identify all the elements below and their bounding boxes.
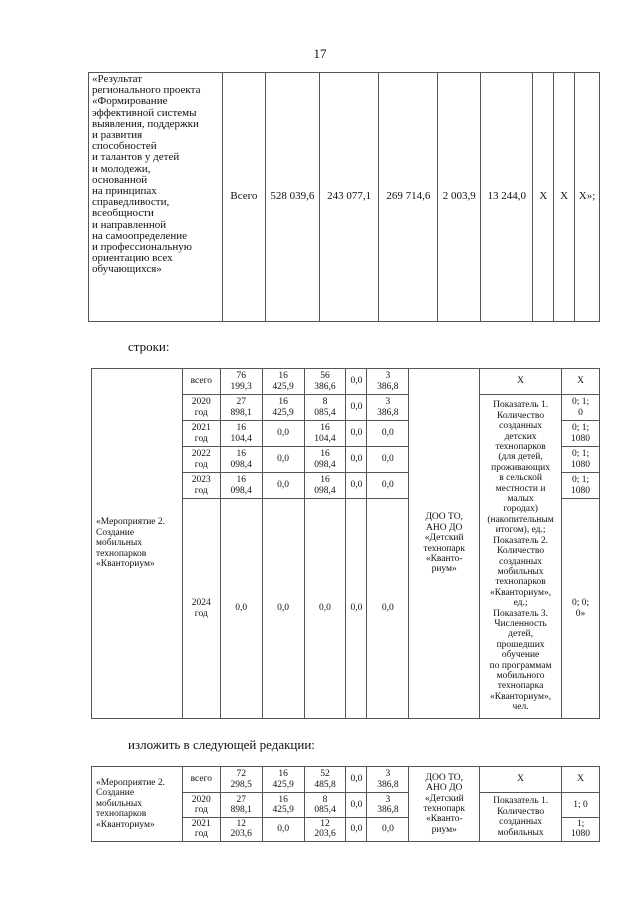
indicator-cell-line: созданных: [499, 556, 543, 567]
value-cell-line: 16: [320, 423, 330, 434]
indicator-cell-line: (накопительным: [487, 514, 554, 525]
result-name-line: «Формирование: [92, 95, 168, 108]
value-cell: [220, 369, 262, 395]
indicator-value-cell-line: 0; 1;: [571, 397, 590, 408]
activity-name-cell-line: технопарков: [96, 809, 147, 820]
executor-cell-line: ДОО ТО,: [425, 512, 463, 523]
indicator-value-cell-line: 0»: [575, 608, 586, 619]
value-cell-line: 0,0: [350, 824, 363, 835]
value-cell-line: 16: [278, 397, 288, 408]
result-name-line: и профессиональную: [92, 241, 192, 254]
value-cell-line: 425,9: [272, 779, 294, 790]
value-cell-line: 898,1: [230, 407, 252, 418]
result-name-line: регионального проекта: [92, 84, 201, 97]
year-cell-line: 2024: [191, 598, 211, 609]
value-cell-line: 098,4: [230, 459, 252, 470]
value-cell: [304, 395, 346, 421]
value-cell: [220, 767, 262, 793]
year-cell-line: год: [194, 433, 208, 444]
value-cell: [304, 473, 346, 499]
indicator-value-cell: [562, 817, 600, 841]
value-cell-line: 0,0: [350, 454, 363, 465]
result-name-line: и молодежи,: [92, 162, 151, 175]
value-cell-line: 0,0: [277, 454, 290, 465]
activity-name-cell-line: мобильных: [96, 538, 142, 549]
result-name-line: и направленной: [92, 218, 167, 231]
year-cell: [182, 421, 220, 447]
indicator-cell-line: Количество: [497, 546, 545, 557]
value-cell-line: 098,4: [314, 459, 336, 470]
x-header-cell: [562, 767, 600, 793]
executor-cell-line: «Детский: [424, 793, 464, 804]
value-cell-line: 0,0: [277, 824, 290, 835]
paragraph-new-edition: изложить в следующей редакции:: [128, 737, 315, 752]
result-table: [88, 72, 600, 322]
indicator-cell-line: Показатель 1.: [493, 400, 549, 411]
value-cell: [367, 447, 409, 473]
value-cell-line: 8: [322, 794, 328, 805]
x-header-cell: [480, 767, 562, 793]
activity-name-cell-line: «Кванториум»: [96, 819, 155, 830]
activity-table-old: [91, 368, 600, 719]
value-cell: [367, 369, 409, 395]
value-cell: [367, 421, 409, 447]
value-cell-line: 425,9: [272, 381, 294, 392]
value-cell: [220, 395, 262, 421]
value-cell: [304, 817, 346, 841]
activity-name-cell-line: «Мероприятие 2.: [96, 517, 166, 528]
result-name-line: ориентацию всех: [92, 252, 173, 265]
value-cell: [367, 767, 409, 793]
value-cell-line: 16: [278, 371, 288, 382]
value-cell: [262, 369, 304, 395]
value-cell-line: 12: [320, 818, 330, 829]
activity-name-cell-line: «Кванториум»: [96, 559, 155, 570]
year-cell-line: год: [194, 485, 208, 496]
value-cell-line: 0,0: [235, 603, 248, 614]
year-cell-line: всего: [190, 376, 212, 387]
value-cell: [262, 473, 304, 499]
cell-total: 528 039,6: [265, 73, 319, 322]
indicator-value-cell-line: 0: [578, 407, 583, 418]
activity-name-cell: [92, 767, 183, 842]
value-cell: [220, 421, 262, 447]
value-cell: [346, 473, 367, 499]
indicator-value-cell: [562, 421, 600, 447]
indicator-cell-line: в сельской: [499, 473, 542, 484]
executor-cell-line: риум»: [431, 824, 457, 835]
value-cell-line: 56: [320, 371, 330, 382]
value-cell-line: 0,0: [381, 603, 394, 614]
value-cell: [220, 817, 262, 841]
value-cell: [346, 421, 367, 447]
value-cell: [367, 817, 409, 841]
value-cell-line: 0,0: [350, 799, 363, 810]
value-cell-line: 0,0: [350, 376, 363, 387]
indicator-cell-line: мобильного: [496, 670, 545, 681]
year-cell-line: год: [194, 407, 208, 418]
table-row: [92, 767, 600, 793]
cell-federal: 243 077,1: [320, 73, 379, 322]
value-cell: [304, 369, 346, 395]
executor-cell-line: технопарк: [423, 804, 466, 814]
activity-name-cell-line: технопарков: [96, 548, 147, 559]
value-cell: [220, 473, 262, 499]
value-cell-line: 898,1: [230, 805, 252, 815]
indicator-cell: [480, 793, 562, 842]
value-cell-line: 199,3: [230, 381, 252, 392]
executor-cell-line: «Кванто-: [425, 553, 463, 564]
value-cell-line: 3: [385, 371, 391, 382]
value-cell: [262, 421, 304, 447]
indicator-value-cell: [562, 395, 600, 421]
value-cell-line: 16: [320, 475, 330, 486]
x-header-cell-line: X: [517, 774, 525, 785]
indicator-value-cell-line: 1;: [576, 818, 585, 829]
activity-name-cell-line: мобильных: [96, 798, 142, 809]
value-cell: [262, 793, 304, 817]
indicator-cell-line: Показатель 3.: [493, 608, 549, 619]
indicator-cell-line: местности и малых: [495, 483, 546, 505]
value-cell-line: 485,8: [314, 779, 336, 790]
indicator-value-cell: [562, 473, 600, 499]
value-cell-line: 0,0: [350, 480, 363, 491]
indicator-cell-line: итогом), ед.;: [495, 525, 546, 536]
value-cell-line: 72: [236, 769, 246, 780]
executor-cell-line: «Детский: [424, 533, 464, 544]
executor-cell-line: АНО ДО: [426, 783, 463, 794]
value-cell: [346, 499, 367, 719]
year-cell-line: 2021: [191, 818, 211, 829]
value-cell-line: 3: [385, 794, 391, 805]
year-cell-line: 2021: [191, 423, 211, 434]
value-cell-line: 203,6: [230, 829, 252, 840]
indicator-cell-line: городах): [503, 504, 538, 515]
value-cell-line: 0,0: [381, 428, 394, 439]
value-cell-line: 0,0: [277, 480, 290, 491]
result-name-line: основанной: [92, 173, 148, 186]
indicator-cell-line: технопарков: [495, 577, 546, 588]
result-name-line: способностей: [92, 140, 157, 153]
value-cell-line: 425,9: [272, 407, 294, 418]
cell-x3: X»;: [575, 73, 600, 322]
year-cell-line: 2020: [191, 397, 211, 408]
value-cell: [262, 499, 304, 719]
activity-name-cell: [92, 369, 183, 719]
result-name-line: и талантов у детей: [92, 151, 180, 164]
year-cell-line: год: [194, 805, 208, 815]
year-cell-line: 2022: [191, 449, 211, 460]
year-cell-line: 2023: [191, 475, 211, 486]
value-cell-line: 27: [236, 794, 246, 805]
value-cell-line: 298,5: [230, 779, 252, 790]
executor-cell-line: риум»: [431, 564, 457, 575]
executor-cell-line: ДОО ТО,: [425, 772, 464, 783]
indicator-cell-line: созданных: [499, 817, 543, 828]
value-cell-line: 386,8: [377, 381, 399, 392]
cell-total-label: Всего: [223, 73, 266, 322]
value-cell: [304, 793, 346, 817]
value-cell-line: 386,8: [377, 805, 399, 815]
indicator-value-cell-line: 1080: [571, 485, 591, 496]
value-cell: [346, 369, 367, 395]
indicator-value-cell-line: 1080: [571, 459, 591, 470]
year-cell-line: всего: [190, 774, 212, 785]
year-cell: [182, 499, 220, 719]
result-name-line: «Результат: [92, 73, 143, 85]
value-cell-line: 16: [236, 449, 246, 460]
indicator-value-cell-line: 1080: [571, 433, 591, 444]
year-cell-line: год: [194, 608, 208, 619]
value-cell: [346, 395, 367, 421]
indicator-cell-line: созданных детских: [499, 421, 543, 442]
value-cell: [220, 447, 262, 473]
value-cell-line: 386,8: [377, 407, 399, 418]
indicator-cell-line: чел.: [512, 702, 529, 713]
paragraph-rows: строки:: [128, 339, 170, 354]
year-cell: [182, 793, 220, 817]
value-cell: [304, 767, 346, 793]
value-cell-line: 085,4: [314, 407, 336, 418]
value-cell-line: 0,0: [381, 454, 394, 465]
value-cell-line: 0,0: [381, 480, 394, 491]
value-cell: [367, 395, 409, 421]
result-name-line: на самоопределение: [92, 229, 188, 242]
result-name: [92, 74, 219, 276]
x-header-cell-line: X: [577, 774, 584, 785]
value-cell-line: 425,9: [272, 805, 294, 815]
indicator-cell-line: технопарков: [495, 442, 546, 453]
indicator-cell-line: (для детей,: [498, 452, 543, 463]
executor-cell-line: технопарк: [423, 543, 465, 554]
value-cell-line: 0,0: [350, 774, 363, 785]
indicator-cell-line: Численность детей,: [494, 618, 547, 640]
result-name-line: всеобщности: [92, 207, 154, 220]
value-cell-line: 386,6: [314, 381, 336, 392]
value-cell-line: 104,4: [230, 433, 252, 444]
value-cell-line: 16: [236, 423, 246, 434]
indicator-cell-line: технопарка: [497, 681, 544, 692]
indicator-cell-line: «Кванториум»,: [490, 691, 552, 702]
value-cell: [262, 817, 304, 841]
value-cell-line: 0,0: [350, 428, 363, 439]
indicator-cell-line: Количество: [497, 410, 545, 421]
value-cell-line: 16: [236, 475, 246, 486]
year-cell-line: год: [194, 459, 208, 470]
table-row: [92, 369, 600, 395]
indicator-cell-line: Показатель 1.: [493, 796, 549, 807]
result-name-line: обучающихся»: [92, 263, 162, 276]
indicator-cell-line: мобильных: [497, 566, 544, 577]
value-cell-line: 0,0: [350, 402, 363, 413]
value-cell-line: 098,4: [314, 485, 336, 496]
cell-x1: X: [533, 73, 554, 322]
value-cell-line: 0,0: [381, 824, 394, 835]
value-cell: [346, 817, 367, 841]
result-name-cell: [89, 73, 223, 322]
executor-cell-line: АНО ДО: [426, 522, 463, 533]
result-name-line: и развития: [92, 129, 143, 142]
indicator-cell-line: Показатель 2.: [493, 535, 549, 546]
indicator-cell: [480, 395, 562, 719]
indicator-value-cell-line: 0; 1;: [571, 449, 590, 460]
table-row: [89, 73, 600, 322]
year-cell: [182, 395, 220, 421]
value-cell: [367, 499, 409, 719]
value-cell: [304, 421, 346, 447]
value-cell: [367, 793, 409, 817]
result-name-line: на принципах: [92, 185, 157, 198]
value-cell: [220, 499, 262, 719]
value-cell-line: 0,0: [277, 603, 290, 614]
indicator-value-cell-line: 0; 0;: [571, 598, 590, 609]
indicator-value-cell-line: 1080: [571, 829, 590, 840]
value-cell-line: 8: [322, 397, 328, 408]
indicator-value-cell-line: 0; 1;: [571, 423, 590, 434]
activity-name-cell-line: Создание: [96, 788, 135, 799]
value-cell-line: 16: [278, 769, 288, 780]
x-header-cell: [562, 369, 600, 395]
value-cell-line: 16: [320, 449, 330, 460]
cell-regional: 269 714,6: [379, 73, 438, 322]
value-cell: [346, 767, 367, 793]
indicator-cell-line: обучение: [501, 650, 540, 661]
page-number: 17: [313, 46, 327, 61]
year-cell-line: 2020: [191, 794, 211, 805]
indicator-value-cell: [562, 499, 600, 719]
indicator-cell-line: прошедших: [496, 639, 545, 650]
value-cell: [262, 395, 304, 421]
activity-name-cell-line: Создание: [96, 527, 135, 538]
value-cell: [262, 767, 304, 793]
value-cell-line: 76: [236, 371, 246, 382]
activity-name-cell-line: «Мероприятие 2.: [96, 777, 166, 788]
value-cell-line: 52: [320, 769, 330, 780]
value-cell: [346, 447, 367, 473]
indicator-value-cell-line: 1; 0: [573, 799, 588, 810]
result-name-line: выявления, поддержки: [92, 117, 199, 130]
executor-cell: [409, 767, 480, 842]
year-cell-line: год: [194, 829, 208, 840]
value-cell-line: 3: [385, 397, 391, 408]
value-cell-line: 0,0: [319, 603, 331, 614]
indicator-value-cell: [562, 447, 600, 473]
value-cell: [367, 473, 409, 499]
value-cell: [346, 793, 367, 817]
indicator-cell-line: по программам: [489, 660, 552, 671]
value-cell-line: 386,8: [377, 779, 399, 790]
cell-x2: X: [554, 73, 575, 322]
indicator-value-cell: [562, 793, 600, 817]
value-cell-line: 0,0: [350, 603, 363, 614]
executor-cell: [409, 369, 480, 719]
year-cell: [182, 369, 220, 395]
indicator-cell-line: «Кванториум», ед.;: [490, 587, 552, 609]
x-header-cell-line: X: [517, 376, 524, 387]
value-cell-line: 12: [236, 818, 246, 829]
indicator-value-cell-line: 0; 1;: [571, 475, 590, 486]
year-cell: [182, 447, 220, 473]
year-cell: [182, 473, 220, 499]
year-cell: [182, 817, 220, 841]
indicator-cell-line: проживающих: [491, 462, 550, 473]
value-cell-line: 104,4: [314, 433, 336, 444]
value-cell-line: 3: [385, 769, 391, 780]
value-cell-line: 16: [278, 794, 288, 805]
year-cell: [182, 767, 220, 793]
value-cell: [262, 447, 304, 473]
value-cell-line: 0,0: [277, 428, 290, 439]
x-header-cell-line: X: [577, 376, 584, 387]
value-cell-line: 27: [236, 397, 246, 408]
indicator-cell-line: Количество: [497, 806, 545, 817]
indicator-cell-line: мобильных: [497, 827, 544, 838]
value-cell: [220, 793, 262, 817]
result-name-line: справедливости,: [92, 196, 170, 209]
activity-table-new: [91, 766, 600, 842]
x-header-cell: [480, 369, 562, 395]
result-name-line: эффективной системы: [92, 106, 197, 119]
executor-cell-line: «Кванто-: [425, 814, 463, 825]
value-cell: [304, 447, 346, 473]
value-cell-line: 098,4: [230, 485, 252, 496]
cell-other: 13 244,0: [481, 73, 533, 322]
value-cell: [304, 499, 346, 719]
value-cell-line: 085,4: [314, 805, 336, 815]
value-cell-line: 203,6: [314, 829, 336, 840]
cell-local: 2 003,9: [438, 73, 481, 322]
